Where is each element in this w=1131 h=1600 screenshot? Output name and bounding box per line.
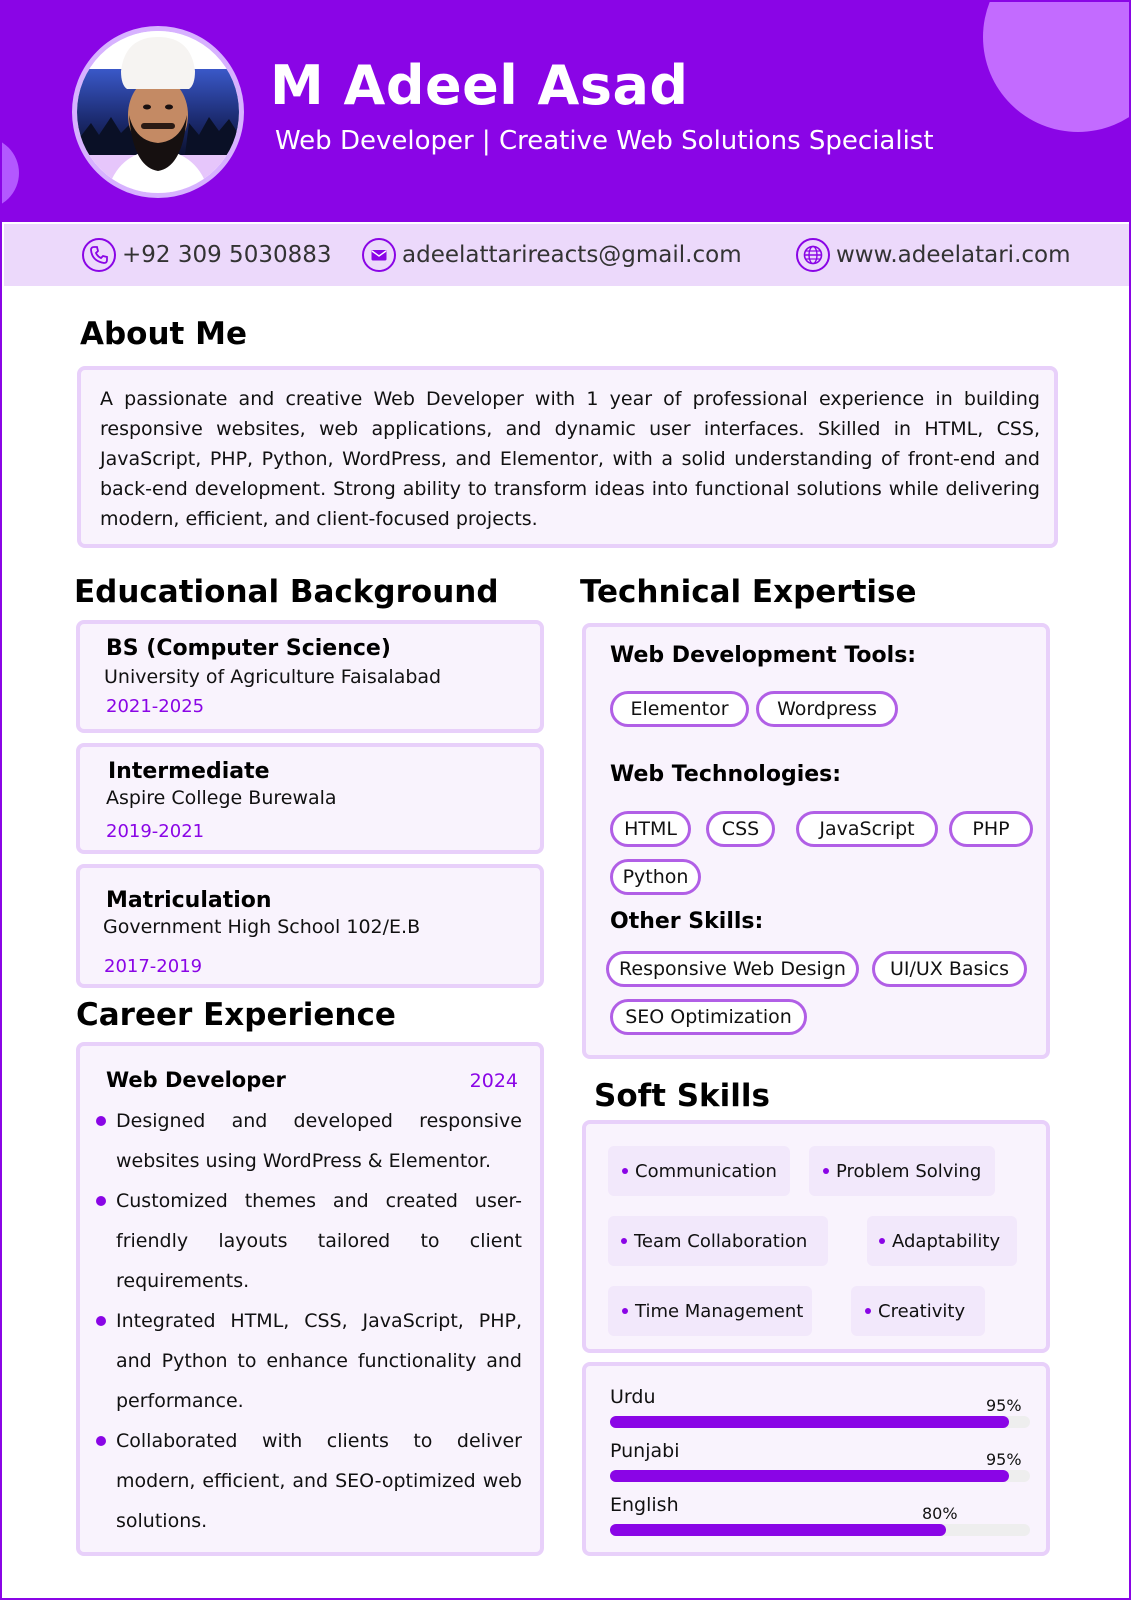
soft-skill-label: Problem Solving	[836, 1160, 982, 1182]
soft-skills-card	[582, 1120, 1050, 1353]
education-years: 2021-2025	[106, 696, 205, 717]
education-school: University of Agriculture Faisalabad	[104, 666, 442, 688]
job-year: 2024	[469, 1070, 518, 1092]
technologies-heading: Web Technologies:	[610, 762, 842, 787]
skill-pill: Wordpress	[756, 691, 898, 727]
skill-pill: JavaScript	[796, 811, 938, 847]
decorative-circle	[983, 2, 1131, 132]
responsibility-item: Integrated HTML, CSS, JavaScript, PHP, and Python to enhance functionality and performance.	[116, 1310, 522, 1412]
bullet-dot	[622, 1308, 628, 1314]
bullet-dot	[96, 1436, 106, 1446]
language-percent: 80%	[922, 1504, 958, 1523]
about-card	[77, 366, 1058, 548]
bullet-dot	[622, 1168, 628, 1174]
education-heading: Educational Background	[74, 574, 499, 610]
education-years: 2017-2019	[104, 956, 203, 977]
job-title: Web Developer	[106, 1068, 286, 1092]
candidate-subtitle: Web Developer | Creative Web Solutions Specialist	[275, 126, 934, 156]
contact-phone[interactable]	[82, 238, 332, 272]
skill-pill: SEO Optimization	[610, 999, 807, 1035]
soft-skill-chip	[809, 1146, 995, 1196]
language-bar	[610, 1470, 1030, 1482]
soft-skill-chip	[867, 1216, 1017, 1266]
language-bar-fill	[610, 1416, 1009, 1428]
contact-bar	[4, 224, 1129, 286]
language-bar-fill	[610, 1470, 1009, 1482]
language-percent: 95%	[986, 1396, 1022, 1415]
experience-card	[76, 1042, 544, 1556]
education-item	[76, 864, 544, 988]
bullet-dot	[879, 1238, 885, 1244]
experience-heading: Career Experience	[76, 997, 396, 1033]
contact-email[interactable]	[362, 238, 742, 272]
skill-pill: UI/UX Basics	[872, 951, 1027, 987]
language-name: Urdu	[610, 1386, 656, 1408]
language-bar	[610, 1524, 1030, 1536]
education-school: Government High School 102/E.B	[103, 916, 421, 938]
contact-website[interactable]	[796, 238, 1071, 272]
contact-email-text: adeelattarireacts@gmail.com	[402, 242, 742, 268]
skill-pill: Responsive Web Design	[606, 951, 859, 987]
responsibility-item: Designed and developed responsive websites using WordPress & Elementor.	[116, 1110, 522, 1172]
phone-icon	[82, 238, 116, 272]
responsibility-item: Customized themes and created user-friendly layouts tailored to client requirements.	[116, 1190, 522, 1292]
education-degree: Matriculation	[106, 888, 272, 913]
bullet-dot	[865, 1308, 871, 1314]
responsibility-item: Collaborated with clients to deliver modern, efficient, and SEO-optimized web solutions.	[116, 1430, 522, 1532]
soft-skill-label: Team Collaboration	[634, 1230, 808, 1252]
bullet-dot	[96, 1196, 106, 1206]
soft-skill-label: Time Management	[635, 1300, 804, 1322]
avatar	[72, 26, 244, 198]
candidate-name: M Adeel Asad	[270, 54, 689, 117]
contact-website-text: www.adeelatari.com	[836, 242, 1071, 268]
language-name: Punjabi	[610, 1440, 680, 1462]
soft-skill-chip	[608, 1216, 828, 1266]
soft-skill-label: Creativity	[878, 1300, 966, 1322]
technical-card	[582, 623, 1050, 1059]
soft-skill-chip	[851, 1286, 985, 1336]
language-bar	[610, 1416, 1030, 1428]
bullet-dot	[823, 1168, 829, 1174]
skill-pill: Python	[610, 859, 701, 895]
language-percent: 95%	[986, 1450, 1022, 1469]
education-school: Aspire College Burewala	[106, 787, 337, 809]
header-banner	[2, 2, 1131, 222]
tools-heading: Web Development Tools:	[610, 643, 917, 668]
skill-pill: HTML	[610, 811, 691, 847]
soft-skill-chip	[608, 1286, 812, 1336]
education-degree: Intermediate	[108, 759, 270, 784]
skill-pill: PHP	[949, 811, 1033, 847]
about-text: A passionate and creative Web Developer with 1 year of professional experience in building responsive websites, web applications, and dynamic user interfaces. Skilled in HTML, CSS, JavaScript, PHP, Python, WordPress, and Elementor, with a solid understanding of front-end and back-end development. Strong ability to transform ideas into functional solutions while delivering modern, efficient, and client-focused projects.	[100, 388, 1040, 530]
profile-photo	[77, 31, 239, 193]
technical-heading: Technical Expertise	[580, 574, 917, 610]
education-item	[76, 620, 544, 733]
soft-skill-label: Communication	[635, 1160, 777, 1182]
education-years: 2019-2021	[106, 821, 205, 842]
bullet-dot	[96, 1316, 106, 1326]
soft-skills-heading: Soft Skills	[594, 1078, 770, 1114]
globe-icon	[796, 238, 830, 272]
language-bar-fill	[610, 1524, 946, 1536]
skill-pill: CSS	[706, 811, 775, 847]
soft-skill-label: Adaptability	[892, 1230, 1001, 1252]
contact-phone-text: +92 309 5030883	[122, 242, 332, 268]
language-name: English	[610, 1494, 679, 1516]
education-degree: BS (Computer Science)	[106, 636, 391, 661]
languages-card	[582, 1362, 1050, 1556]
other-skills-heading: Other Skills:	[610, 909, 764, 934]
soft-skill-chip	[608, 1146, 790, 1196]
skill-pill: Elementor	[610, 691, 749, 727]
education-item	[76, 743, 544, 854]
decorative-circle	[2, 137, 19, 209]
bullet-dot	[96, 1116, 106, 1126]
bullet-dot	[621, 1238, 627, 1244]
about-heading: About Me	[80, 316, 248, 352]
mail-icon	[362, 238, 396, 272]
